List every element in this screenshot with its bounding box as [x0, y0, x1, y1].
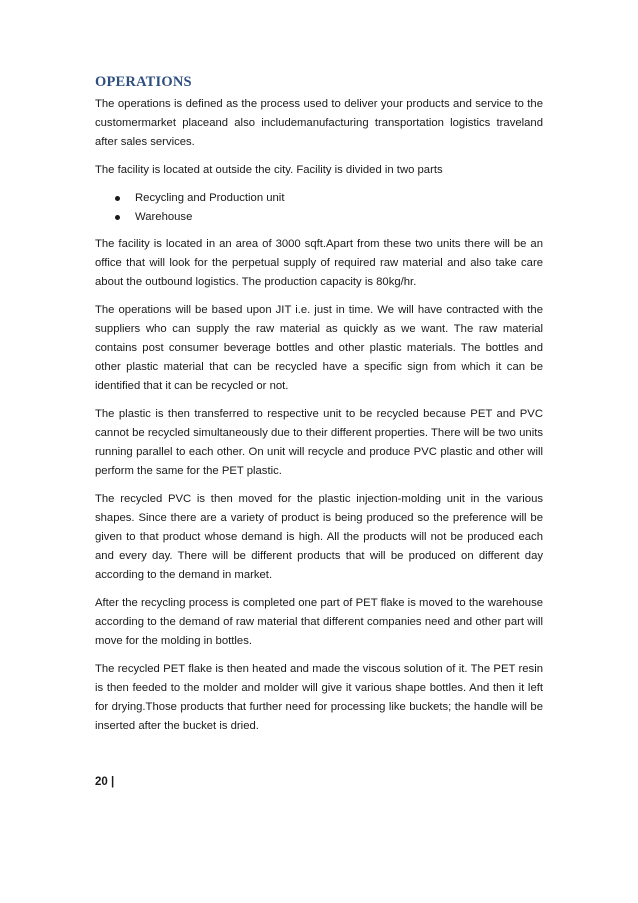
paragraph-pvc-molding: The recycled PVC is then moved for the plastic injection-molding unit in the various shapes. Since there are a variety of product is being produced so the preference will be given to that product whose demand is high. All the products will not be produced each and every day. There will be different products that will be produced on different day according to the demand in market.	[95, 493, 543, 581]
paragraph-pet-flake: After the recycling process is completed one part of PET flake is moved to the warehouse according to the demand of raw material that different companies need and other part will move for the molding in bottles.	[95, 597, 543, 647]
paragraph-facility-location: The facility is located at outside the city. Facility is divided in two parts	[95, 164, 443, 176]
section-heading: OPERATIONS	[95, 74, 192, 90]
list-item-label: Warehouse	[135, 211, 193, 223]
paragraph-facility-area: The facility is located in an area of 3000 sqft.Apart from these two units there will be an office that will look for the perpetual supply of required raw material and also take care about the outbound logistics. The production capacity is 80kg/hr.	[95, 238, 543, 288]
document-page	[95, 74, 543, 745]
bullet-icon	[115, 215, 120, 220]
bullet-icon	[115, 196, 120, 201]
page-number: 20 |	[95, 776, 115, 788]
list-item	[113, 208, 543, 227]
list-item	[113, 189, 543, 208]
paragraph-operations-definition: The operations is defined as the process used to deliver your products and service to the customermarket placeand also includemanufacturing transportation logistics traveland after sales services.	[95, 98, 543, 148]
paragraph-pet-resin: The recycled PET flake is then heated and made the viscous solution of it. The PET resin is then feeded to the molder and molder will give it various shape bottles. And then it left for drying.Those products that further need for processing like buckets; the handle will be inserted after the bucket is dried.	[95, 663, 543, 732]
paragraph-transfer: The plastic is then transferred to respective unit to be recycled because PET and PVC cannot be recycled simultaneously due to their different properties. There will be two units running parallel to each other. On unit will recycle and produce PVC plastic and other will perform the same for the PET plastic.	[95, 408, 543, 477]
list-item-label: Recycling and Production unit	[135, 192, 285, 204]
paragraph-jit: The operations will be based upon JIT i.e. just in time. We will have contracted with the suppliers who can supply the raw material as quickly as we want. The raw material contains post consumer beverage bottles and other plastic materials. The bottles and other plastic material that can be recycled have a specific sign from which it can be identified that it can be recycled or not.	[95, 304, 543, 392]
facility-parts-list	[95, 189, 543, 227]
